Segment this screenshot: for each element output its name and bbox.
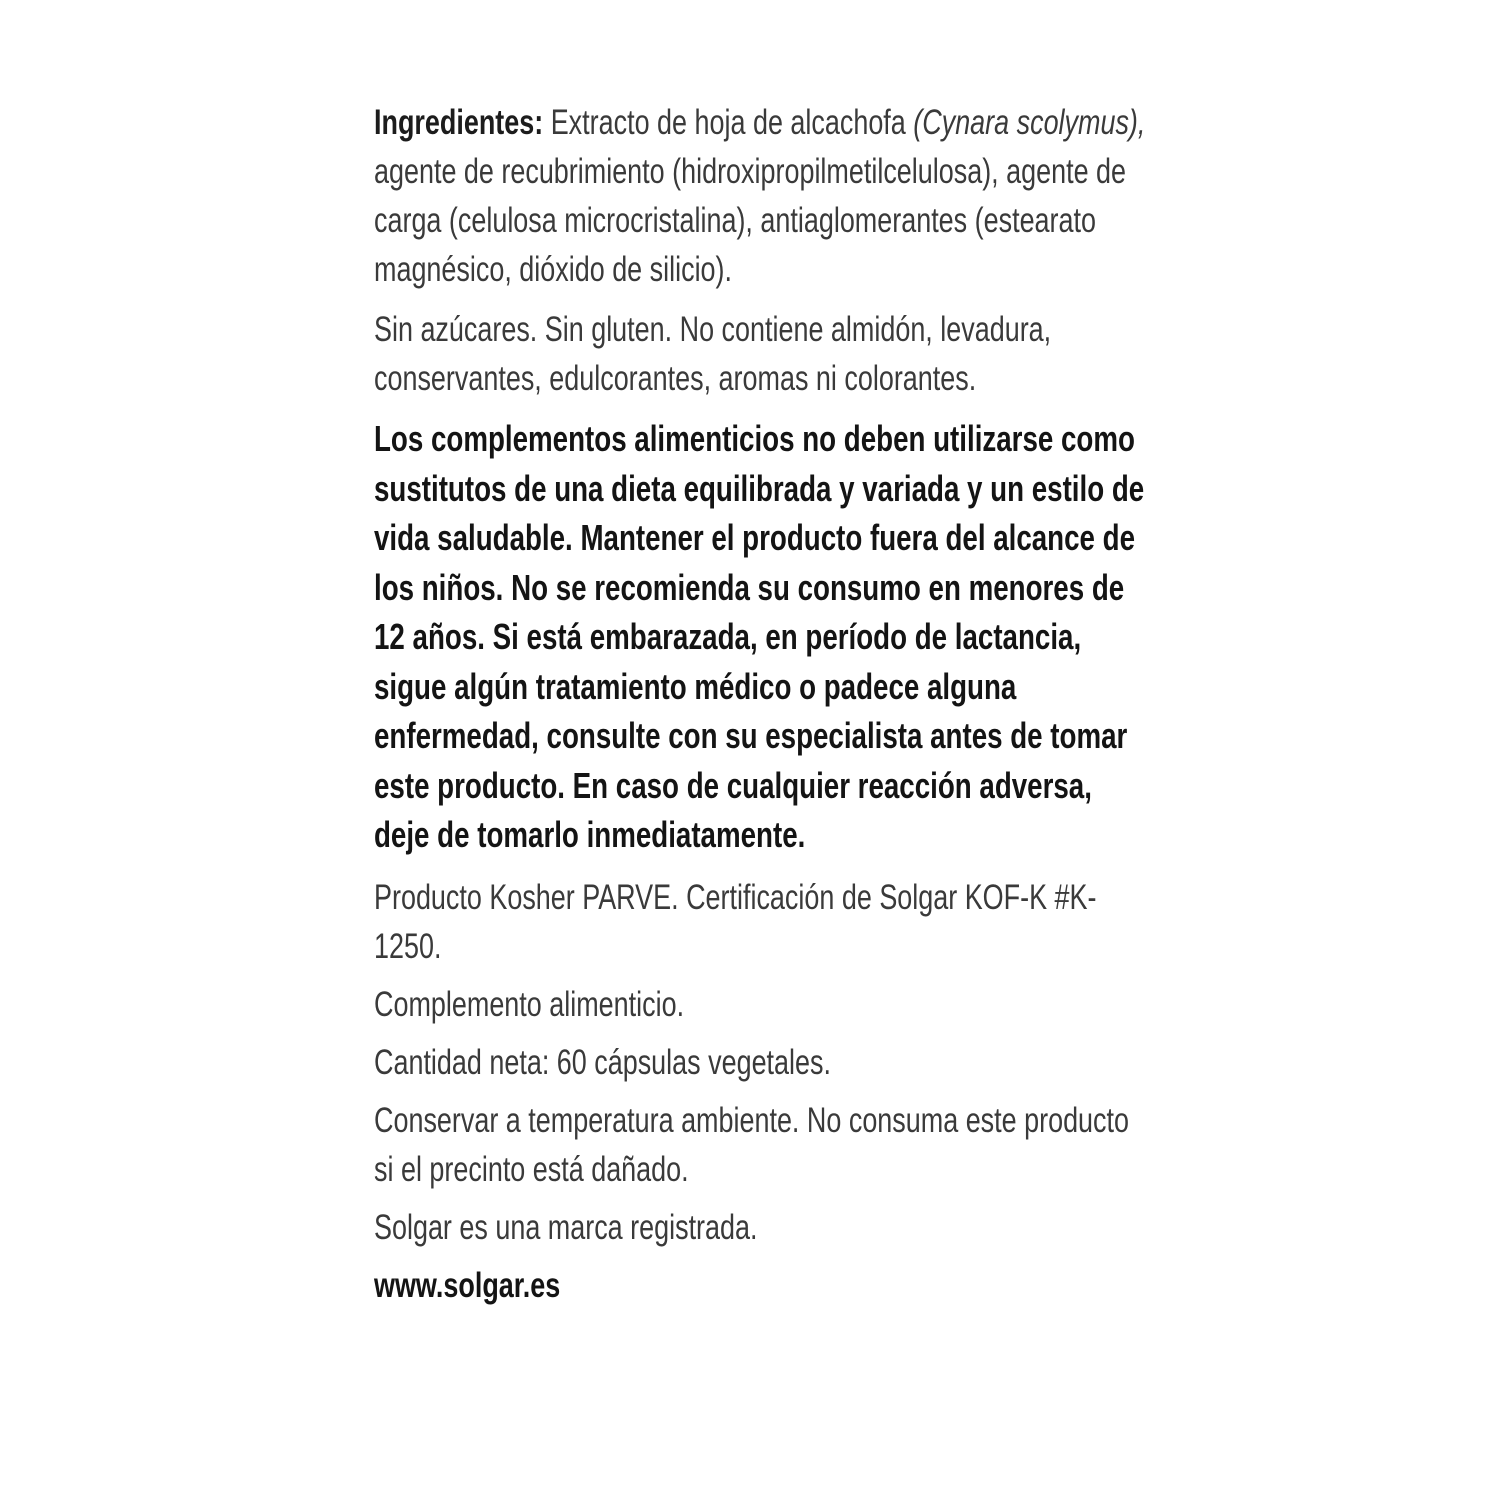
ingredients-text-start: Extracto de hoja de alcachofa [543,103,914,142]
ingredients-text-end: agente de recubrimiento (hidroxipropilmetilcelulosa), agente de carga (celulosa microcristalina), antiaglomerantes (estearato magnésico, dióxido de silicio). [374,152,1127,289]
kosher-certification: Producto Kosher PARVE. Certificación de Solgar KOF-K #K-1250. [374,877,1097,966]
net-quantity: Cantidad neta: 60 cápsulas vegetales. [374,1042,831,1082]
product-type: Complemento alimenticio. [374,984,685,1024]
free-from-statement: Sin azúcares. Sin gluten. No contiene almidón, levadura, conservantes, edulcorantes, aromas ni colorantes. [374,310,1052,398]
warning-statement: Los complementos alimenticios no deben utilizarse como sustitutos de una dieta equilibrada y variada y un estilo de vida saludable. Mantener el producto fuera del alcance de los niños. No se recomienda su consumo en menores de 12 años. Si está embarazada, en período de lactancia, sigue algún tratamiento médico o padece alguna enfermedad, consulte con su especialista antes de tomar este producto. En caso de cualquier reacción adversa, deje de tomarlo inmediatamente. [374,418,1145,855]
product-label [374,98,1146,1321]
label-text-block [374,98,1154,1310]
ingredients-latin-name: (Cynara scolymus), [913,103,1146,142]
website-link[interactable]: www.solgar.es [374,1265,561,1305]
ingredients-heading: Ingredientes: [374,103,544,142]
ingredients-paragraph [374,98,1154,294]
trademark-notice: Solgar es una marca registrada. [374,1207,758,1247]
storage-instructions: Conservar a temperatura ambiente. No consuma este producto si el precinto está dañado. [374,1100,1129,1189]
